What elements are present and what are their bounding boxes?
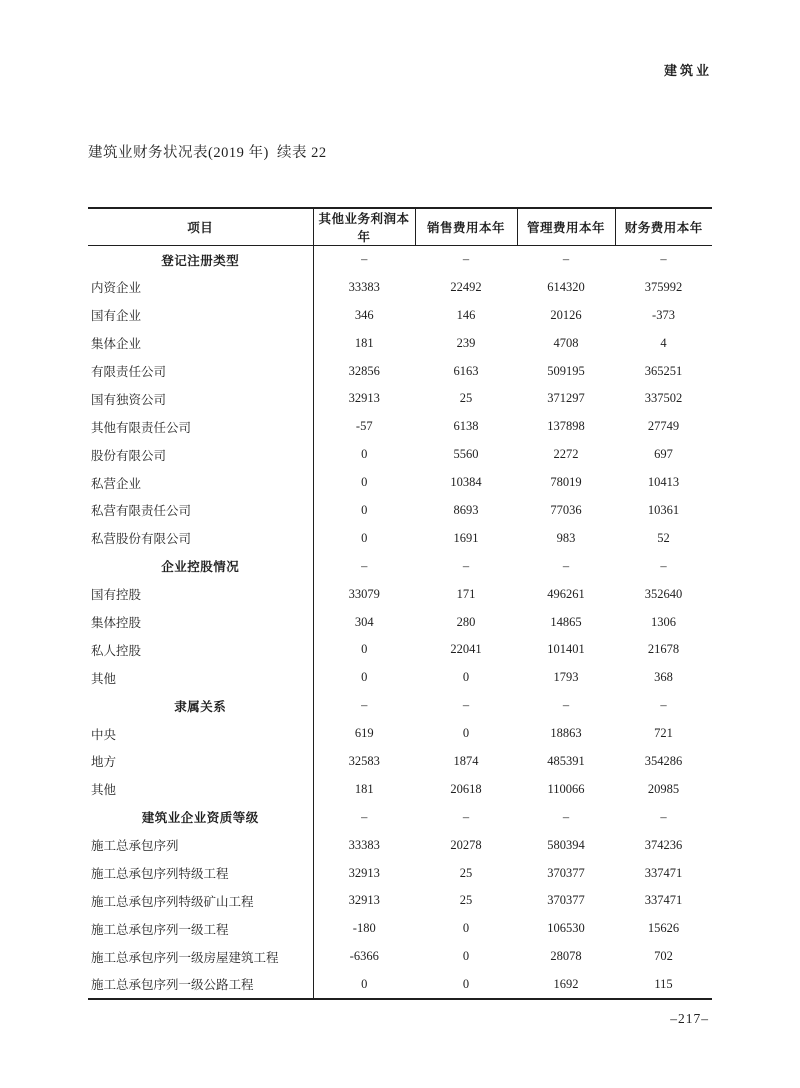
column-header: 管理费用本年 [517,208,615,246]
cell-value: 4708 [553,335,579,350]
cell-value: 52 [657,530,670,545]
cell-value: 110066 [547,781,585,796]
cell-value: 4 [660,335,667,350]
cell-value: 33383 [348,279,380,294]
column-header: 销售费用本年 [415,208,517,246]
row-label: 建筑业企业资质等级 [88,803,313,831]
cell-value: – [660,252,667,267]
table-row [88,329,712,357]
table-row [88,831,712,859]
cell-value: 0 [361,530,368,545]
table-row [88,357,712,385]
cell-value: 346 [354,307,374,322]
cell-value: – [660,558,667,573]
cell-value: 614320 [547,279,585,294]
cell-value: 32913 [348,893,380,908]
chapter-header: 建筑业 [663,63,712,78]
cell-value: 137898 [547,419,585,434]
section-row [88,803,712,831]
table-row [88,469,712,497]
row-label: 国有企业 [88,301,313,329]
cell-value: 0 [361,475,368,490]
cell-value: 375992 [644,279,683,294]
cell-value: -373 [652,307,675,322]
row-label: 集体控股 [88,608,313,636]
cell-value: 485391 [547,753,585,768]
table-header [88,208,712,246]
row-label: 有限责任公司 [88,357,313,385]
cell-value: 146 [456,307,476,322]
cell-value: 580394 [547,837,585,852]
cell-value: – [361,558,368,573]
cell-value: 365251 [644,363,683,378]
cell-value: 14865 [550,614,582,629]
cell-value: 115 [654,976,673,991]
cell-value: 25 [459,865,473,880]
cell-value: 0 [361,670,368,685]
row-label: 中央 [88,720,313,748]
cell-value: 22492 [450,279,482,294]
row-label: 股份有限公司 [88,441,313,469]
table-row [88,636,712,664]
cell-value: 21678 [647,642,680,657]
row-label: 其他有限责任公司 [88,413,313,441]
row-label: 登记注册类型 [88,246,313,274]
cell-value: 32583 [348,753,380,768]
cell-value: 28078 [550,949,582,964]
cell-value: 20126 [550,307,582,322]
cell-value: 20278 [450,837,482,852]
column-header: 其他业务利润本年 [313,208,415,246]
table-row [88,887,712,915]
cell-value: 371297 [547,391,585,406]
cell-value: 8693 [453,502,479,517]
cell-value: 181 [354,335,374,350]
cell-value: – [660,698,667,713]
cell-value: -180 [352,921,376,936]
cell-value: -6366 [349,949,379,964]
table-row [88,943,712,971]
cell-value: 20985 [647,781,680,796]
table-row [88,664,712,692]
cell-value: 15626 [647,921,680,936]
table-row [88,859,712,887]
table-row [88,580,712,608]
cell-value: 25 [459,391,473,406]
table-body [88,246,712,999]
cell-value: 337502 [644,391,683,406]
cell-value: 101401 [547,642,585,657]
cell-value: – [562,809,570,824]
row-label: 施工总承包序列一级工程 [88,915,313,943]
cell-value: 0 [361,976,368,991]
cell-value: 5560 [453,447,479,462]
cell-value: – [361,698,368,713]
table-header-row [88,208,712,246]
cell-value: 352640 [644,586,683,601]
cell-value: 32913 [348,865,380,880]
cell-value: 22041 [450,642,482,657]
cell-value: 0 [361,502,368,517]
table-row [88,915,712,943]
cell-value: 368 [654,670,673,685]
cell-value: 370377 [547,865,585,880]
cell-value: 496261 [547,586,585,601]
cell-value: 280 [456,614,476,629]
row-label: 施工总承包序列特级矿山工程 [88,887,313,915]
table-title: 建筑业财务状况表(2019 年) 续表 22 [88,145,327,161]
row-label: 私营企业 [88,469,313,497]
cell-value: 181 [354,781,374,796]
cell-value: 78019 [550,475,582,490]
column-header: 财务费用本年 [615,208,712,246]
cell-value: 77036 [550,502,582,517]
section-row [88,246,712,274]
row-label: 其他 [88,775,313,803]
table-row [88,720,712,748]
cell-value: 6163 [453,363,479,378]
cell-value: 0 [462,949,470,964]
cell-value: 27749 [647,419,680,434]
cell-value: 106530 [547,921,585,936]
cell-value: 32856 [348,363,380,378]
cell-value: 0 [361,447,368,462]
table-row [88,524,712,552]
cell-value: 20618 [450,781,482,796]
row-label: 施工总承包序列特级工程 [88,859,313,887]
page-number: –217– [670,1011,709,1026]
cell-value: 6138 [453,419,479,434]
table-row [88,497,712,525]
cell-value: 304 [354,614,374,629]
table-row [88,301,712,329]
cell-value: 18863 [550,726,582,741]
cell-value: – [562,252,570,267]
row-label: 企业控股情况 [88,552,313,580]
row-label: 集体企业 [88,329,313,357]
cell-value: 983 [556,530,576,545]
row-label: 国有控股 [88,580,313,608]
cell-value: 10361 [647,502,680,517]
cell-value: – [562,558,570,573]
cell-value: 1793 [553,670,579,685]
row-label: 内资企业 [88,273,313,301]
row-label: 私营有限责任公司 [88,497,313,525]
row-label: 隶属关系 [88,692,313,720]
cell-value: 171 [456,586,476,601]
cell-value: 0 [462,726,470,741]
row-label: 施工总承包序列 [88,831,313,859]
cell-value: 354286 [644,753,683,768]
cell-value: 509195 [547,363,585,378]
cell-value: 1874 [453,753,479,768]
section-row [88,552,712,580]
cell-value: 10384 [450,475,482,490]
table-row [88,441,712,469]
cell-value: – [462,809,470,824]
table-row [88,775,712,803]
cell-value: 32913 [348,391,380,406]
cell-value: 370377 [547,893,585,908]
financial-table [88,207,712,1000]
row-label: 国有独资公司 [88,385,313,413]
cell-value: 337471 [644,893,683,908]
row-label: 私营股份有限公司 [88,524,313,552]
cell-value: 1306 [651,614,676,629]
cell-value: 239 [456,335,476,350]
cell-value: 2272 [553,447,579,462]
cell-value: 1692 [553,976,579,991]
cell-value: – [562,698,570,713]
table-row [88,608,712,636]
cell-value: – [361,252,368,267]
table-row [88,748,712,776]
cell-value: 702 [654,949,673,964]
row-label: 私人控股 [88,636,313,664]
cell-value: 619 [354,726,374,741]
column-header: 项目 [88,208,313,246]
cell-value: – [660,809,667,824]
cell-value: 33079 [348,586,380,601]
table-row [88,273,712,301]
cell-value: 0 [462,921,470,936]
cell-value: 25 [459,893,473,908]
cell-value: -57 [355,419,373,434]
cell-value: 0 [361,642,368,657]
cell-value: 0 [462,670,470,685]
cell-value: – [462,698,470,713]
table-row [88,413,712,441]
row-label: 其他 [88,664,313,692]
cell-value: – [462,252,470,267]
cell-value: 1691 [453,530,479,545]
table-row [88,971,712,999]
row-label: 施工总承包序列一级公路工程 [88,971,313,999]
cell-value: 721 [654,726,673,741]
cell-value: 337471 [644,865,683,880]
section-row [88,692,712,720]
cell-value: 10413 [647,475,680,490]
cell-value: 697 [654,447,673,462]
cell-value: – [361,809,368,824]
cell-value: 33383 [348,837,380,852]
cell-value: 374236 [644,837,683,852]
cell-value: 0 [462,976,470,991]
cell-value: – [462,558,470,573]
table-row [88,385,712,413]
row-label: 施工总承包序列一级房屋建筑工程 [88,943,313,971]
row-label: 地方 [88,748,313,776]
